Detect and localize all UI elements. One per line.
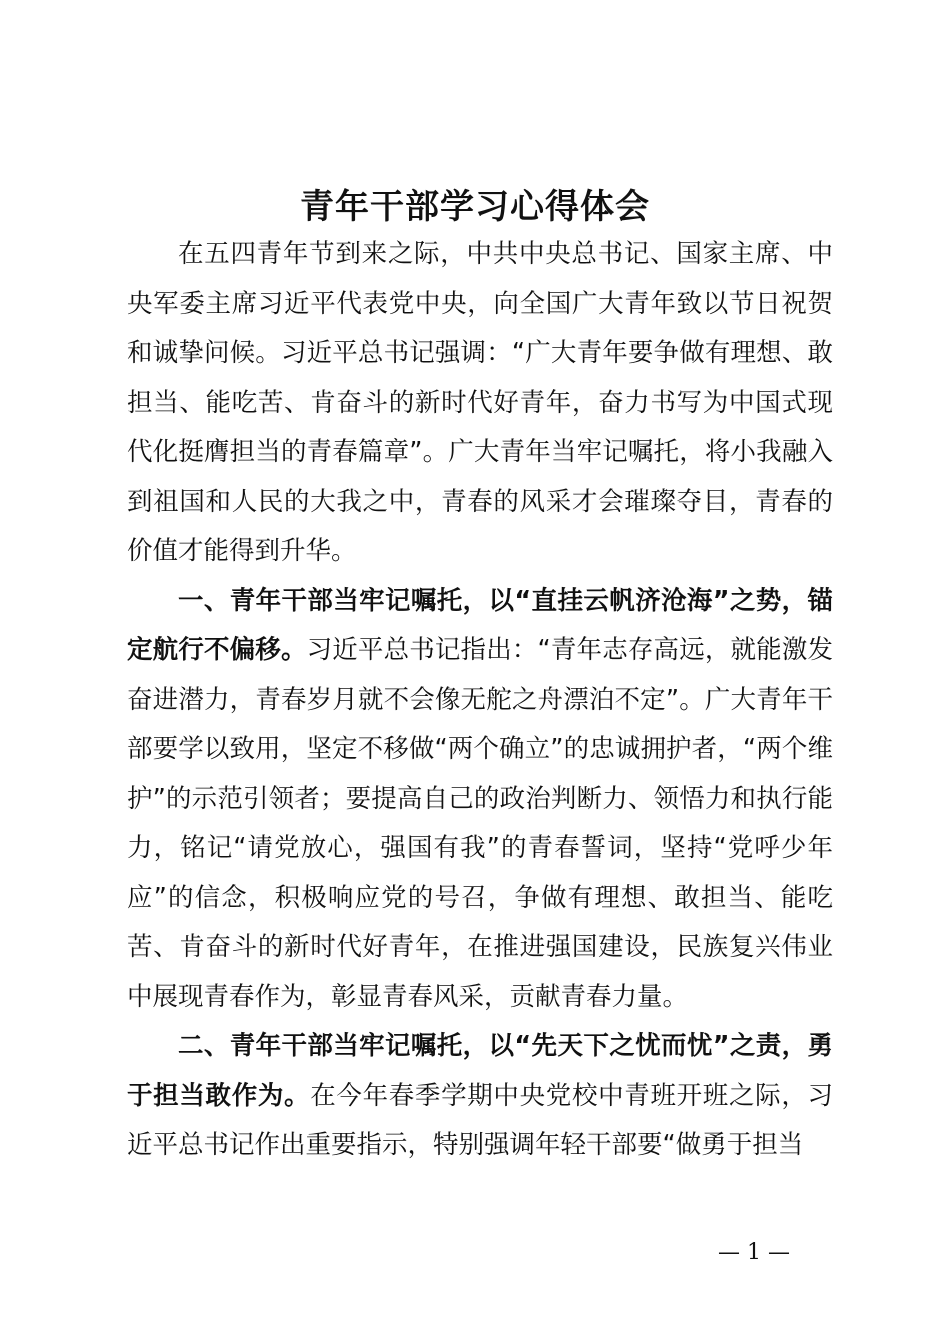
paragraph-text: 在五四青年节到来之际，中共中央总书记、国家主席、中央军委主席习近平代表党中央，向全国广大青年致以节日祝贺和诚挚问候。习近平总书记强调：“广大青年要争做有理想、敢担当、能吃苦、肯奋斗的新时代好青年，奋力书写为中国式现代化挺膺担当的青春篇章”。广大青年当牢记嘱托，将小我融入到祖国和人民的大我之中，青春的风采才会璀璨夺目，青春的价值才能得到升华。 [127,239,833,566]
document-body [127,230,833,1171]
paragraph-section-2 [127,1022,833,1171]
paragraph-text: 习近平总书记指出：“青年志存高远，就能激发奋进潜力，青春岁月就不会像无舵之舟漂泊不定”。广大青年干部要学以致用，坚定不移做“两个确立”的忠诚拥护者，“两个维护”的示范引领者；要提高自己的政治判断力、领悟力和执行能力，铭记“请党放心，强国有我”的青春誓词，坚持“党呼少年应”的信念，积极响应党的号召，争做有理想、敢担当、能吃苦、肯奋斗的新时代好青年，在推进强国建设，民族复兴伟业中展现青春作为，彰显青春风采，贡献青春力量。 [127,635,833,1012]
paragraph-text: 在今年春季学期中央党校中青班开班之际，习近平总书记作出重要指示，特别强调年轻干部要“做勇于担当 [127,1080,833,1160]
section-heading: 二、青年干部当牢记嘱托，以“先天下之忧而忧”之责，勇于担当敢作为。 [127,1031,833,1111]
section-heading: 一、青年干部当牢记嘱托，以“直挂云帆济沧海”之势，锚定航行不偏移。 [127,585,833,665]
paragraph-section-1 [127,577,833,1023]
document-title: 青年干部学习心得体会 [300,187,650,227]
paragraph-intro [127,230,833,577]
page-number: — 1 — [718,1240,790,1265]
